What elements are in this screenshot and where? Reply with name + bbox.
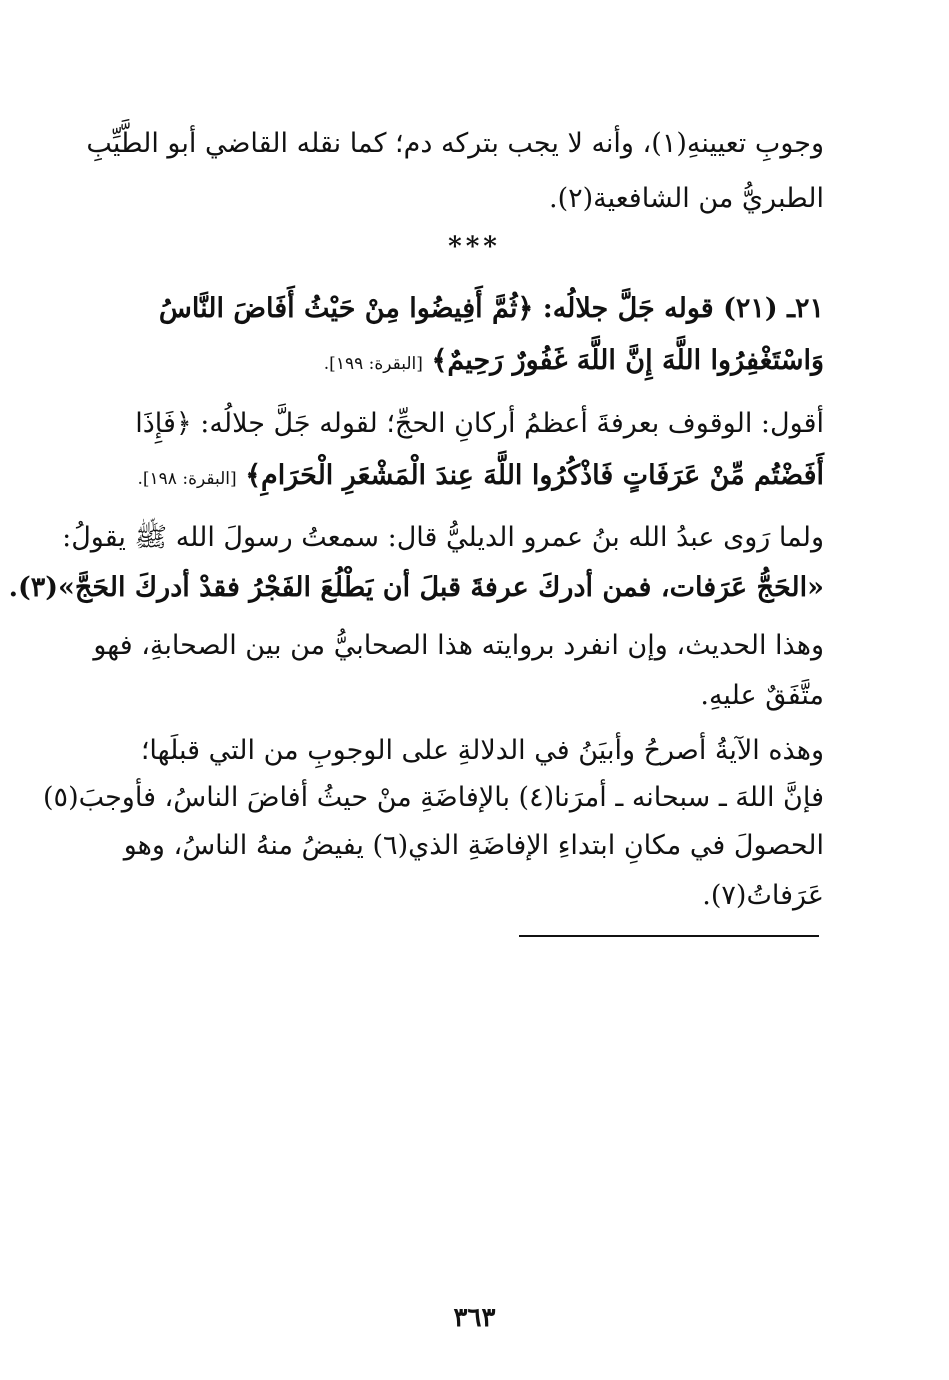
paragraph-3-line-1: ولما رَوى عبدُ الله بنُ عمرو الديليُّ قال: سمعتُ رسولَ الله ﷺ يقولُ:	[62, 522, 824, 553]
footnote-divider	[519, 935, 819, 937]
paragraph-1-line-2: الطبريُّ من الشافعية(٢).	[548, 183, 824, 214]
paragraph-1-line-1: وجوبِ تعيينهِ(١)، وأنه لا يجب بتركه دم؛ كما نقله القاضي أبو الطَّيِّبِ	[86, 128, 824, 159]
paragraph-5-line-1: وهذه الآيةُ أصرحُ وأبيَنُ في الدلالةِ على الوجوبِ من التي قبلَها؛	[140, 735, 824, 766]
page-number: ٣٦٣	[453, 1303, 496, 1333]
hadith-quote: «الحَجُّ عَرَفات، فمن أدركَ عرفةَ قبلَ أن يَطْلُعَ الفَجْرُ فقدْ أدركَ الحَجَّ»(٣).	[8, 572, 824, 603]
paragraph-2-line-1: أقول: الوقوف بعرفةَ أعظمُ أركانِ الحجِّ؛ لقوله جَلَّ جلالُه: ﴿فَإِذَا	[135, 408, 824, 439]
paragraph-4-line-1: وهذا الحديث، وإن انفرد بروايته هذا الصحابيُّ من بين الصحابةِ، فهو	[93, 630, 824, 661]
paragraph-5-line-3: الحصولَ في مكانِ ابتداءِ الإفاضَةِ الذي(٦) يفيضُ منهُ الناسُ، وهو	[123, 830, 824, 861]
verse-reference: [البقرة: ١٩٩].	[323, 354, 423, 374]
section-heading-line-1	[110, 293, 824, 324]
section-heading-label: ٢١ـ (٢١) قوله جَلَّ جلالُه:	[542, 293, 824, 324]
quran-verse-part-1: ﴿ثُمَّ أَفِيضُوا مِنْ حَيْثُ أَفَاضَ النَّاسُ	[158, 293, 534, 324]
quran-verse-part-2: وَاسْتَغْفِرُوا اللَّهَ إِنَّ اللَّهَ غَفُورٌ رَحِيمٌ﴾	[431, 345, 824, 376]
verse-reference-2: [البقرة: ١٩٨].	[137, 469, 237, 489]
paragraph-2-line-2	[110, 460, 824, 491]
paragraph-5-line-4: عَرَفاتُ(٧).	[702, 880, 824, 911]
quran-verse-2: أَفَضْتُم مِّنْ عَرَفَاتٍ فَاذْكُرُوا اللَّهَ عِندَ الْمَشْعَرِ الْحَرَامِ﴾	[245, 460, 824, 491]
section-heading-line-2	[110, 345, 824, 376]
paragraph-4-line-2: متَّفَقٌ عليهِ.	[700, 680, 824, 711]
paragraph-5-line-2: فإنَّ اللهَ ـ سبحانه ـ أمرَنا(٤) بالإفاضَةِ منْ حيثُ أفاضَ الناسُ، فأوجبَ(٥)	[43, 782, 824, 813]
section-separator: ***	[448, 232, 501, 262]
